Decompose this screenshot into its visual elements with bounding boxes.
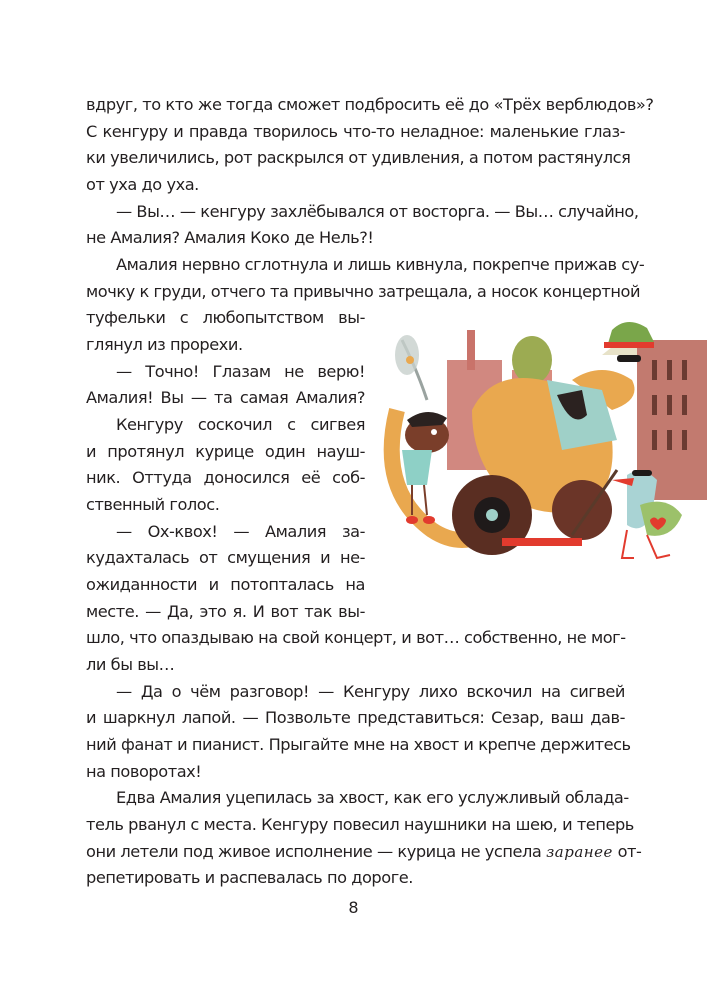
text-line-mixed — [86, 842, 642, 862]
text-line: репетировать и распевалась по дороге. — [86, 868, 413, 887]
text-line: ки увеличились, рот раскрылся от удивления, а потом растянулся — [86, 148, 631, 167]
text-line: ли бы вы… — [86, 655, 175, 674]
text-line: Едва Амалия уцепилась за хвост, как его услужливый облада- — [116, 788, 629, 807]
text-line: мочку к груди, отчего та привычно затрещала, а носок концертной — [86, 282, 641, 301]
text-line: не Амалия? Амалия Коко де Нель?! — [86, 228, 374, 247]
text-line: С кенгуру и правда творилось что-то неладное: маленькие глаз- — [86, 122, 625, 141]
text-line: и протянул курице один науш- — [86, 442, 365, 461]
handwritten-word: заранее — [546, 843, 613, 861]
text-line: — Точно! Глазам не верю! — [116, 362, 365, 381]
text-line: ник. Оттуда доносился её соб- — [86, 468, 365, 487]
text-line: Амалия! Вы — та самая Амалия? — [86, 388, 365, 407]
text-line: шло, что опаздываю на свой концерт, и вот… собственно, не мог- — [86, 628, 626, 647]
kangaroo-chicken-illustration — [372, 300, 707, 585]
text-line: — Вы… — кенгуру захлёбывался от восторга. — Вы… случайно, — [116, 202, 639, 221]
text-line: кудахталась от смущения и не- — [86, 548, 365, 567]
text-line: вдруг, то кто же тогда сможет подбросить её до «Трёх верблюдов»? — [86, 95, 654, 114]
text-line: месте. — Да, это я. И вот так вы- — [86, 602, 365, 621]
text-fragment: они летели под живое исполнение — курица не успела — [86, 842, 547, 861]
text-fragment: от- — [612, 842, 642, 861]
text-line: на поворотах! — [86, 762, 202, 781]
text-line: от уха до уха. — [86, 175, 199, 194]
text-line: глянул из прорехи. — [86, 335, 243, 354]
text-line: — Ох-квох! — Амалия за- — [116, 522, 365, 541]
text-line: и шаркнул лапой. — Позвольте представиться: Сезар, ваш дав- — [86, 708, 625, 727]
page-number: 8 — [348, 898, 359, 917]
text-line: Кенгуру соскочил с сигвея — [116, 415, 365, 434]
text-line: ственный голос. — [86, 495, 220, 514]
text-line: — Да о чём разговор! — Кенгуру лихо вскочил на сигвей — [116, 682, 625, 701]
text-line: тель рванул с места. Кенгуру повесил наушники на шею, и теперь — [86, 815, 634, 834]
text-line: Амалия нервно сглотнула и лишь кивнула, покрепче прижав су- — [116, 255, 645, 274]
text-line: ний фанат и пианист. Прыгайте мне на хвост и крепче держитесь — [86, 735, 631, 754]
text-line: ожиданности и потопталась на — [86, 575, 365, 594]
peacock-feather — [395, 335, 427, 400]
text-line: туфельки с любопытством вы- — [86, 308, 365, 327]
